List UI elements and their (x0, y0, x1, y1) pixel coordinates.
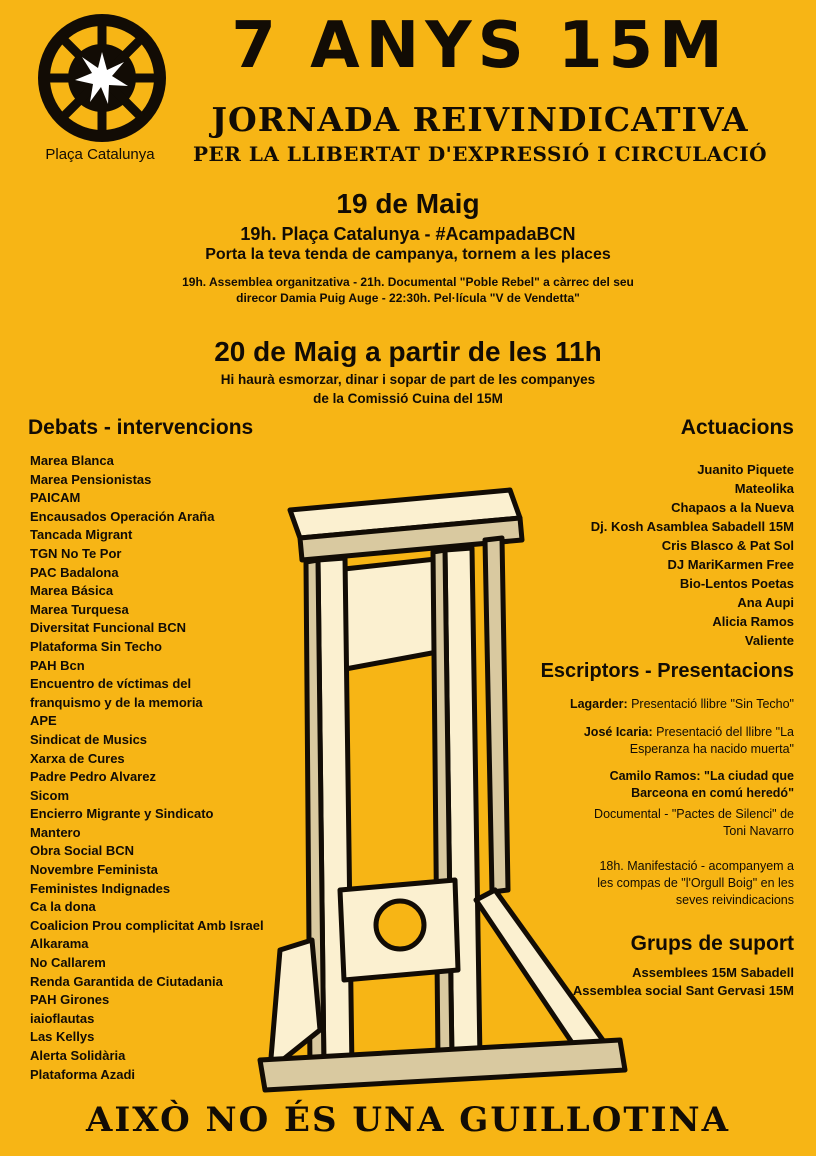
day2-line1: Hi haurà esmorzar, dinar i sopar de part de les companyes (220, 372, 596, 387)
list-item: Obra Social BCN (30, 843, 135, 859)
list-item: Cris Blasco & Pat Sol (661, 538, 794, 553)
escriptor-4-line1: Documental - "Pactes de Silenci" de (594, 807, 794, 821)
list-item: Las Kellys (30, 1029, 95, 1045)
escriptor-3-line2: Barceona en comú heredó" (631, 786, 794, 800)
list-item: Sindicat de Musics (30, 731, 148, 747)
day2-info (100, 370, 716, 408)
list-item: Encausados Operación Araña (30, 508, 215, 524)
debats-list (30, 452, 290, 1084)
list-item: Renda Garantida de Ciutadania (30, 973, 223, 989)
escriptors-title: Escriptors - Presentacions (540, 660, 794, 682)
day1-program (100, 274, 716, 306)
escriptor-2-text1: Presentació del llibre "La (656, 725, 794, 739)
list-item: Juanito Piquete (697, 462, 794, 477)
list-item: Marea Básica (30, 583, 114, 599)
list-item: Diversitat Funcional BCN (30, 620, 187, 636)
list-item: PAH Girones (30, 992, 110, 1008)
day1-place: 19h. Plaça Catalunya - #AcampadaBCN (240, 224, 576, 244)
list-item: Mantero (30, 824, 81, 840)
list-item: Padre Pedro Alvarez (30, 769, 156, 785)
list-item: Tancada Migrant (30, 527, 133, 543)
list-item: Assemblea social Sant Gervasi 15M (572, 983, 794, 998)
footer-slogan: AIXÒ NO ÉS UNA GUILLOTINA (86, 1100, 730, 1140)
day1-date: 19 de Maig (336, 188, 480, 219)
suport-list (514, 964, 794, 1000)
escriptor-1-name: Lagarder: (569, 697, 628, 711)
list-item: Alerta Solidària (30, 1048, 126, 1063)
list-item: Ana Aupi (737, 595, 794, 610)
main-title: 7 ANYS 15M (231, 9, 729, 83)
list-item: PAH Bcn (30, 657, 85, 673)
escriptor-4-line2: Toni Navarro (723, 824, 794, 838)
list-item: PAC Badalona (30, 564, 119, 580)
subtitle: JORNADA REIVINDICATIVA (211, 100, 749, 139)
list-item: Dj. Kosh Asamblea Sabadell 15M (590, 519, 794, 534)
day1-program-line2: direcor Damia Puig Auge - 22:30h. Pel·lícula "V de Vendetta" (236, 291, 580, 305)
escriptor-4 (514, 806, 794, 840)
list-item: DJ MariKarmen Free (667, 557, 794, 572)
escriptor-2-name: José Icaria: (583, 725, 653, 739)
list-item: Chapaos a la Nueva (671, 500, 794, 515)
escriptor-5 (514, 858, 794, 909)
list-item: APE (30, 713, 57, 729)
list-item: Plataforma Azadi (30, 1066, 135, 1082)
list-item: Encierro Migrante y Sindicato (30, 806, 214, 822)
list-item: Feministes Indignades (30, 880, 171, 896)
list-item: Bio-Lentos Poetas (679, 576, 794, 591)
list-item: Alkarama (30, 936, 89, 952)
list-item: No Callarem (30, 955, 106, 971)
escriptor-2-text2: Esperanza ha nacido muerta" (629, 742, 794, 756)
day2-line2: de la Comissió Cuina del 15M (313, 391, 503, 406)
list-item: Plataforma Sin Techo (30, 638, 162, 654)
list-item: Xarxa de Cures (30, 750, 125, 766)
escriptor-5-line2: les compas de "l'Orgull Boig" en les (597, 876, 794, 890)
escriptor-1 (514, 696, 794, 713)
day2-date: 20 de Maig a partir de les 11h (214, 336, 602, 367)
list-item: PAICAM (30, 490, 81, 506)
actuacions-list (514, 460, 794, 650)
list-item: Alicia Ramos (712, 614, 794, 629)
list-item: Sicom (30, 787, 70, 803)
list-item: Marea Pensionistas (30, 471, 152, 487)
escriptor-3 (514, 768, 794, 802)
list-item: Encuentro de víctimas del (30, 676, 192, 692)
debats-title: Debats - intervencions (28, 416, 254, 439)
day1-program-line1: 19h. Assemblea organitzativa - 21h. Documental "Poble Rebel" a càrrec del seu (182, 275, 634, 289)
suport-title: Grups de suport (630, 932, 794, 955)
list-item: Mateolika (734, 481, 794, 496)
list-item: Valiente (744, 633, 794, 648)
escriptor-1-text: Presentació llibre "Sin Techo" (631, 697, 794, 711)
day1-note: Porta la teva tenda de campanya, tornem a les places (205, 246, 611, 263)
list-item: Ca la dona (30, 899, 96, 915)
list-item: Novembre Feminista (30, 862, 158, 878)
tagline: PER LA LLIBERTAT D'EXPRESSIÓ I CIRCULACIÓ (192, 142, 768, 166)
list-item: Marea Turquesa (30, 601, 129, 617)
list-item: franquismo y de la memoria (30, 694, 203, 710)
logo-label: Plaça Catalunya (45, 146, 155, 163)
placa-catalunya-logo (38, 14, 166, 142)
list-item: Marea Blanca (30, 453, 114, 468)
actuacions-title: Actuacions (680, 416, 794, 439)
escriptor-5-line1: 18h. Manifestació - acompanyem a (599, 859, 794, 873)
list-item: iaioflautas (30, 1010, 95, 1026)
list-item: Coalicion Prou complicitat Amb Israel (30, 917, 264, 933)
escriptor-3-line1: Camilo Ramos: "La ciudad que (609, 769, 794, 783)
list-item: TGN No Te Por (30, 545, 122, 561)
escriptor-5-line3: seves reivindicacions (675, 893, 794, 907)
escriptor-2 (514, 724, 794, 758)
list-item: Assemblees 15M Sabadell (632, 965, 794, 980)
